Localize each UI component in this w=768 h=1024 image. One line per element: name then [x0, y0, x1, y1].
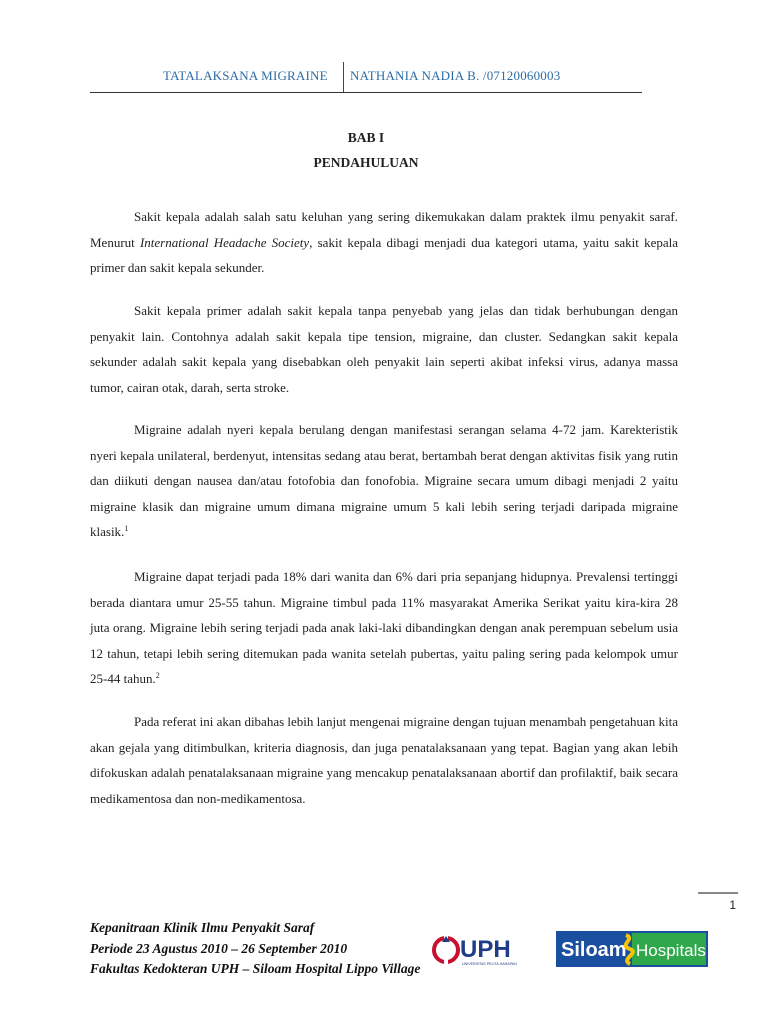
paragraph-1-text-a: Sakit kepala adalah salah satu keluhan yang sering dikemukakan dalam praktek ilmu penyakit saraf. Menurut	[90, 209, 678, 250]
header-divider	[343, 62, 344, 92]
siloam-hospitals-logo	[556, 931, 708, 967]
hospitals-logo-text: Hospitals	[636, 941, 706, 960]
uph-logo-subtext: UNIVERSITAS PELITA HARAPAN	[462, 962, 517, 966]
footnote-ref-1: 1	[124, 524, 129, 533]
paragraph-3-text: Migraine adalah nyeri kepala berulang dengan manifestasi serangan selama 4-72 jam. Karekteristik nyeri kepala unilateral, berdenyut, intensitas sedang atau berat, bertambah berat dengan aktivitas fisik yang rutin dan diikuti dengan nausea dan/atau fotofobia dan fonofobia. Migraine secara umum dibagi menjadi 2 yaitu migraine klasik dan migraine umum dimana migraine umum 5 kali lebih sering terjadi daripada migraine klasik.	[90, 422, 678, 539]
uph-emblem-icon	[434, 936, 458, 964]
uph-logo-text: UPH	[460, 936, 511, 963]
footer-line-2: Periode 23 Agustus 2010 – 26 September 2010	[90, 941, 348, 956]
footer-line-3: Fakultas Kedokteran UPH – Siloam Hospital Lippo Village	[90, 961, 421, 976]
paragraph-1	[90, 204, 678, 281]
paragraph-1-italic: International Headache Society	[139, 234, 310, 250]
page-number: 1	[729, 898, 736, 912]
header-title: TATALAKSANA MIGRAINE	[163, 68, 328, 83]
page-number-rule	[698, 892, 738, 894]
paragraph-4-text: Migraine dapat terjadi pada 18% dari wanita dan 6% dari pria sepanjang hidupnya. Prevalensi tertinggi berada diantara umur 25-55 tahun. Migraine timbul pada 11% masyarakat Amerika Serikat yaitu kira-kira 28 juta orang. Migraine lebih sering terjadi pada anak laki-laki dibandingkan dengan anak perempuan sebelum usia 12 tahun, tetapi lebih sering ditemukan pada wanita setelah pubertas, yaitu paling sering pada kelompok umur 25-44 tahun.	[90, 569, 678, 686]
chapter-title: PENDAHULUAN	[313, 155, 419, 170]
chapter-number: BAB I	[347, 130, 385, 145]
paragraph-1-text-b: , sakit kepala dibagi menjadi dua kategori utama, yaitu sakit kepala primer dan sakit kepala sekunder.	[90, 234, 678, 275]
paragraph-3	[90, 417, 678, 545]
header-author: NATHANIA NADIA B. /07120060003	[350, 68, 561, 83]
footer-line-1: Kepanitraan Klinik Ilmu Penyakit Saraf	[90, 920, 315, 935]
paragraph-5: Pada referat ini akan dibahas lebih lanjut mengenai migraine dengan tujuan menambah pengetahuan kita akan gejala yang ditimbulkan, kriteria diagnosis, dan juga penatalaksanaan yang tepat. Bagian yang akan lebih difokuskan adalah penatalaksanaan migraine yang mencakup penatalaksanaan abortif dan profilaktif, baik secara medikamentosa dan non-medikamentosa.	[90, 714, 678, 806]
uph-logo	[432, 930, 538, 970]
footnote-ref-2: 2	[155, 671, 160, 680]
siloam-logo-text: Siloam	[561, 939, 627, 961]
running-header	[90, 62, 642, 93]
paragraph-4	[90, 564, 678, 692]
paragraph-2: Sakit kepala primer adalah sakit kepala tanpa penyebab yang jelas dan tidak berhubungan dengan penyakit lain. Contohnya adalah sakit kepala tipe tension, migraine, dan cluster. Sedangkan sakit kepala sekunder adalah sakit kepala yang disebabkan oleh penyakit lain seperti akibat infeksi virus, adanya massa tumor, cairan otak, darah, serta stroke.	[90, 303, 678, 395]
